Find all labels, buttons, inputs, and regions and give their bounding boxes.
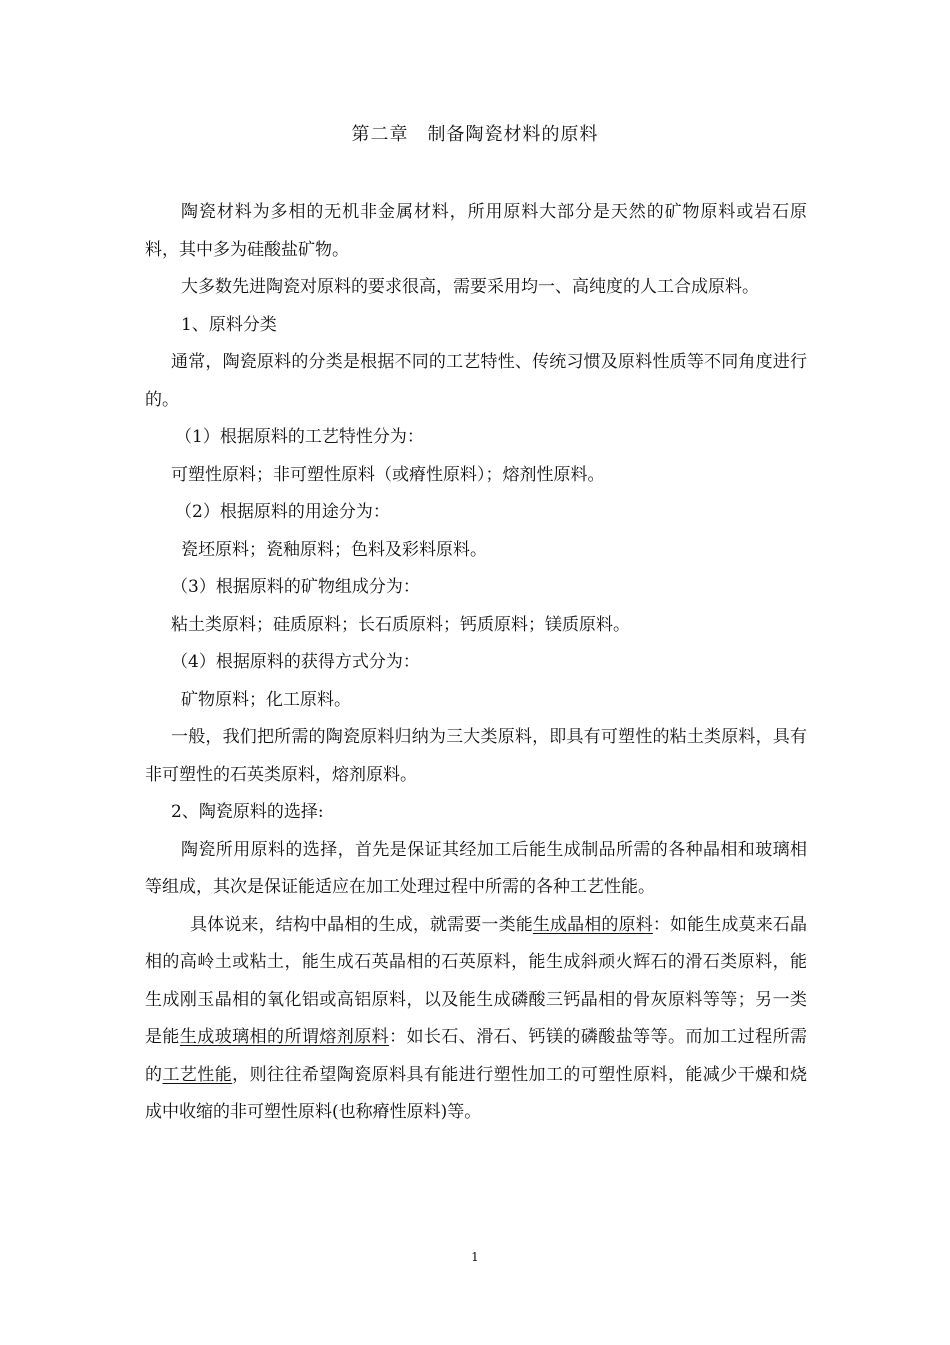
- three-categories-paragraph: 一般，我们把所需的陶瓷原料归纳为三大类原料，即具有可塑性的粘土类原料，具有非可塑性的石英类原料，熔剂原料。: [145, 727, 807, 785]
- selection-paragraph: 陶瓷所用原料的选择，首先是保证其经加工后能生成制品所需的各种晶相和玻璃相等组成，其次是保证能适应在加工处理过程中所需的各种工艺性能。: [145, 839, 807, 897]
- details-text-1: 具体说来，结构中晶相的生成，就需要一类能: [190, 914, 533, 935]
- underlined-crystal-phase-materials: 生成晶相的原料: [532, 914, 653, 935]
- intro-paragraph: 陶瓷材料为多相的无机非金属材料，所用原料大部分是天然的矿物原料或岩石原料，其中多为硅酸盐矿物。: [145, 202, 807, 260]
- section-heading-classification: 1、原料分类: [181, 314, 277, 335]
- document-body: [145, 194, 807, 1132]
- chapter-title: 第二章 制备陶瓷材料的原料: [351, 124, 599, 145]
- underlined-flux-materials: 生成玻璃相的所谓熔剂原料: [179, 1027, 390, 1047]
- classification-4-items: 矿物原料；化工原料。: [181, 689, 351, 710]
- classification-3-items: 粘土类原料；硅质原料；长石质原料；钙质原料；镁质原料。: [171, 614, 630, 635]
- details-text-3: ：如长石、滑石、钙镁的磷酸盐等等。而加工过程所需的: [145, 1027, 808, 1085]
- classification-3-heading: （3）根据原料的矿物组成分为：: [171, 577, 420, 597]
- underlined-process-properties: 工艺性能: [162, 1064, 233, 1085]
- classification-paragraph: 通常，陶瓷原料的分类是根据不同的工艺特性、传统习惯及原料性质等不同角度进行的。: [145, 352, 807, 410]
- details-paragraph: [145, 907, 807, 1132]
- classification-2-items: 瓷坯原料；瓷釉原料；色料及彩料原料。: [181, 539, 487, 560]
- section-heading-selection: 2、陶瓷原料的选择:: [171, 802, 324, 822]
- classification-1-items: 可塑性原料；非可塑性原料（或瘠性原料）；熔剂性原料。: [171, 464, 605, 485]
- advanced-ceramics-paragraph: 大多数先进陶瓷对原料的要求很高，需要采用均一、高纯度的人工合成原料。: [181, 277, 759, 297]
- classification-4-heading: （4）根据原料的获得方式分为：: [171, 652, 420, 672]
- details-text-4: ，则往往希望陶瓷原料具有能进行塑性加工的可塑性原料，能减少干燥和烧成中收缩的非可塑性原料(也称瘠性原料)等。: [145, 1064, 808, 1122]
- details-text-2: ：如能生成莫来石晶相的高岭土或粘土，能生成石英晶相的石英原料，能生成斜顽火辉石的滑石类原料，能生成刚玉晶相的氧化铝或高铝原料，以及能生成磷酸三钙晶相的骨灰原料等等；另一类是能: [145, 914, 808, 1047]
- classification-1-heading: （1）根据原料的工艺特性分为：: [175, 427, 424, 447]
- classification-2-heading: （2）根据原料的用途分为：: [175, 502, 390, 522]
- page-number: 1: [471, 1250, 479, 1264]
